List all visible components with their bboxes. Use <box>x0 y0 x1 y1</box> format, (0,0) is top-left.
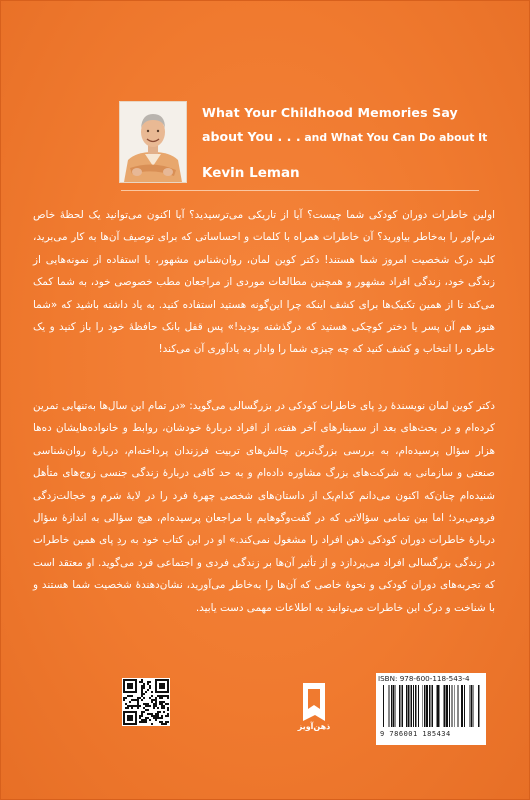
author-photo <box>119 101 187 183</box>
blurb-paragraph-2: دکتر کوین لمان نویسندهٔ ردِ پای خاطرات کودکی در بزرگسالی می‌گوید: «در تمام این سال‌ها به‌تنهایی تمرین کرده‌ام و در بحث‌های بعد از سمینارهای آخر هفته، از افراد دربارهٔ خودشان، روابط و خانواده‌هایشان ده‌ها هزار سؤال پرسیده‌ام، به بررسی بزرگ‌ترین چالش‌های تربیت فرزندان پرداخته‌ام، دربارهٔ روان‌شناسی صنعتی و سازمانی به شرکت‌های بزرگ مشاوره داده‌ام و به حد کافی دربارهٔ زندگی جنسی زوج‌های متأهل شنیده‌ام چنان‌که اکنون می‌دانم کدام‌یک از داستان‌های شخصی چهرهٔ فرد را در لایهٔ شرم و خجالت‌زدگی فرومی‌برد؛ اما بین تمامی سؤالاتی که در گفت‌وگوهایم با مراجعان پرسیده‌ام، هیچ سؤالی به اندازهٔ سؤال دربارهٔ خاطرات دوران کودکی ذهن افراد را مشغول نمی‌کند.» او در این کتاب خود به ردِ پای همین خاطرات در زندگی بزرگسالی افراد می‌پردازد و از تأثیر آن‌ها بر زندگی فردی و اجتماعی فرد می‌گوید. او معتقد است که تجربه‌های دوران کودکی و نحوهٔ خاصی که آن‌ها را به‌خاطر می‌آورید، نشان‌دهندهٔ شخصیت شما هستند و با شناخت و درک این خاطرات می‌توانید به اطلاعات مهمی دست یابید. <box>33 400 495 614</box>
isbn-label: ISBN: 978-600-118-543-4 <box>378 674 470 683</box>
blurb-paragraph-1: اولین خاطرات دوران کودکی شما چیست؟ آیا از تاریکی می‌ترسیدید؟ آیا اکنون می‌توانید یک لحظهٔ خاص شرم‌آور را به‌خاطر بیاورید؟ آن خاطرات همراه با کلمات و احساساتی که برای توصیف آن‌ها به کار می‌برید، کلید درک شخصیت امروز شما هستند! دکتر کوین لمان، روان‌شناس مشهور، با استفاده از نمونه‌هایی از زندگی خود، زندگی افراد مشهور و همچنین مطالعات موردی از مراجعان مطب خصوصی خود، به شما کمک می‌کند تا از همین تکنیک‌ها برای کشف اینکه چرا این‌گونه هستید استفاده کنید. به یاد داشته باشید که «شما هنوز هم آن پسر یا دختر کوچکی هستید که درگذشته بودید!» پس قفل بانک حافظهٔ خود را باز کنید و یک خاطره را انتخاب و کشف کنید که چه چیزی شما را وادار به یادآوری آن می‌کند! <box>33 209 495 356</box>
barcode-digits: 9 786001 185434 <box>380 730 451 738</box>
english-title-line-2-rest: and What You Can Do about It <box>300 131 488 145</box>
divider-line <box>121 190 479 191</box>
barcode-bars <box>381 685 481 727</box>
qr-code-image <box>123 679 169 725</box>
english-title-line-2-main: about You . . . <box>202 129 301 145</box>
publisher-logo-icon <box>299 681 329 723</box>
english-title-line-1: What Your Childhood Memories Say <box>202 105 458 120</box>
author-portrait-image <box>120 102 186 182</box>
qr-code <box>122 678 170 726</box>
author-name: Kevin Leman <box>202 165 300 181</box>
english-book-title <box>202 103 517 149</box>
publisher-name: ذهن‌آویز <box>297 722 331 731</box>
isbn-barcode <box>376 673 486 745</box>
